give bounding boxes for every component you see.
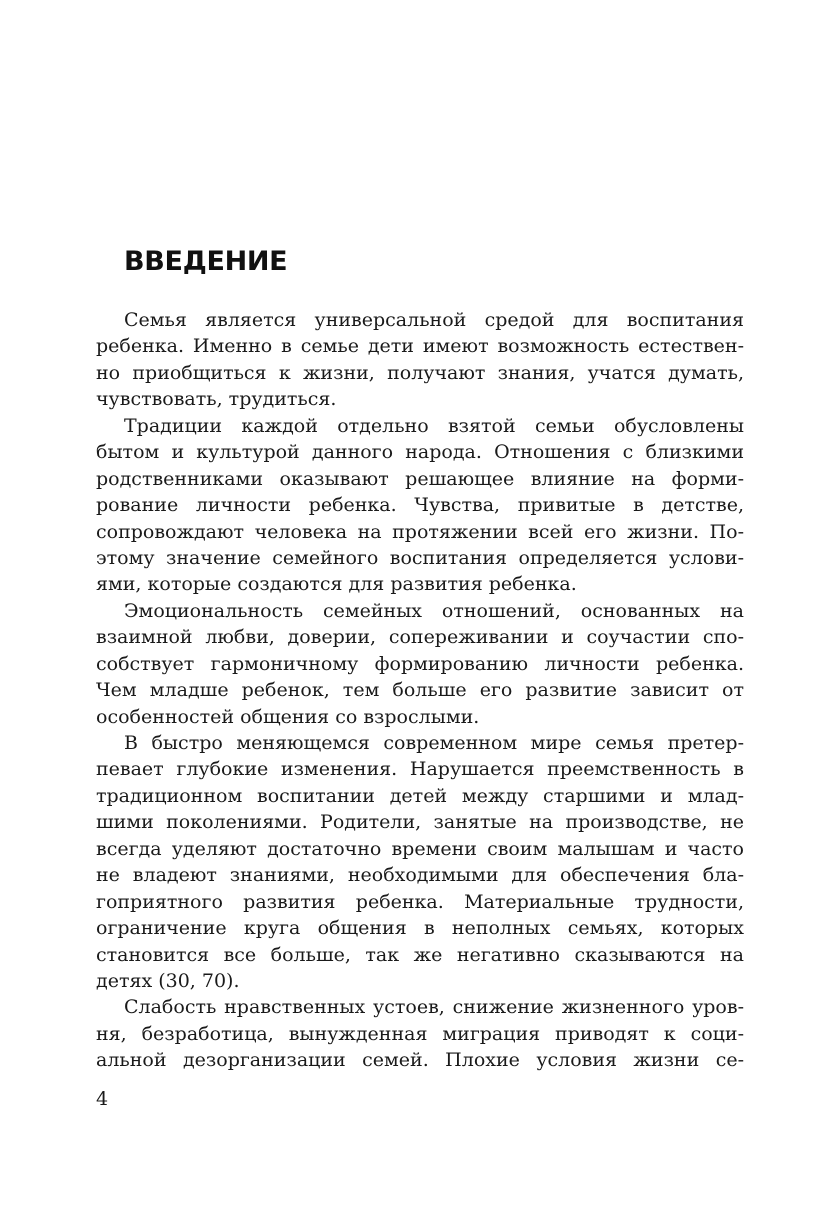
text-line: гоприятного развития ребенка. Материальные трудности, — [96, 890, 744, 913]
text-line: Традиции каждой отдельно взятой семьи обусловлены — [124, 414, 744, 437]
paragraph — [96, 598, 744, 730]
chapter-heading: ВВЕДЕНИЕ — [124, 246, 288, 277]
text-line: певает глубокие изменения. Нарушается преемственность в — [96, 758, 744, 781]
text-line: сопровождают человека на протяжении всей его жизни. По- — [96, 520, 744, 543]
text-line: ня, безработица, вынужденная миграция приводят к соци- — [96, 1022, 744, 1045]
text-line: всегда уделяют достаточно времени своим малышам и часто — [96, 837, 744, 860]
page-number: 4 — [96, 1088, 109, 1110]
text-line: детях (30, 70). — [96, 969, 240, 992]
paragraph — [96, 730, 744, 994]
text-line: взаимной любви, доверии, сопереживании и соучастии спо- — [96, 626, 744, 649]
paragraph — [96, 413, 744, 598]
text-line: альной дезорганизации семей. Плохие условия жизни се- — [96, 1049, 744, 1072]
text-line: этому значение семейного воспитания определяется услови- — [96, 546, 744, 569]
text-line: рование личности ребенка. Чувства, привитые в детстве, — [96, 494, 744, 517]
text-line: шими поколениями. Родители, занятые на производстве, не — [96, 811, 744, 834]
text-line: особенностей общения со взрослыми. — [96, 705, 480, 728]
paragraph — [96, 307, 744, 413]
body-text — [96, 307, 744, 1074]
text-line: чувствовать, трудиться. — [96, 388, 337, 411]
text-line: Слабость нравственных устоев, снижение жизненного уров- — [124, 996, 744, 1019]
text-line: ребенка. Именно в семье дети имеют возможность естествен- — [96, 335, 744, 358]
text-line: Семья является универсальной средой для воспитания — [124, 309, 744, 331]
text-line: становится все больше, так же негативно сказываются на — [96, 943, 744, 966]
text-line: не владеют знаниями, необходимыми для обеспечения бла- — [96, 864, 744, 887]
text-line: ями, которые создаются для развития ребенка. — [96, 573, 577, 596]
text-line: традиционном воспитании детей между старшими и млад- — [96, 784, 744, 807]
text-line: Эмоциональность семейных отношений, основанных на — [124, 599, 744, 622]
text-line: бытом и культурой данного народа. Отношения с близкими — [96, 441, 744, 464]
text-line: Чем младше ребенок, тем больше его развитие зависит от — [96, 679, 744, 702]
text-line: родственниками оказывают решающее влияние на форми- — [96, 467, 744, 490]
paragraph — [96, 994, 744, 1073]
text-line: собствует гармоничному формированию личности ребенка. — [96, 652, 744, 675]
text-line: В быстро меняющемся современном мире семья претер- — [124, 732, 744, 754]
text-line: но приобщиться к жизни, получают знания, учатся думать, — [96, 361, 744, 384]
text-line: ограничение круга общения в неполных семьях, которых — [96, 917, 744, 940]
